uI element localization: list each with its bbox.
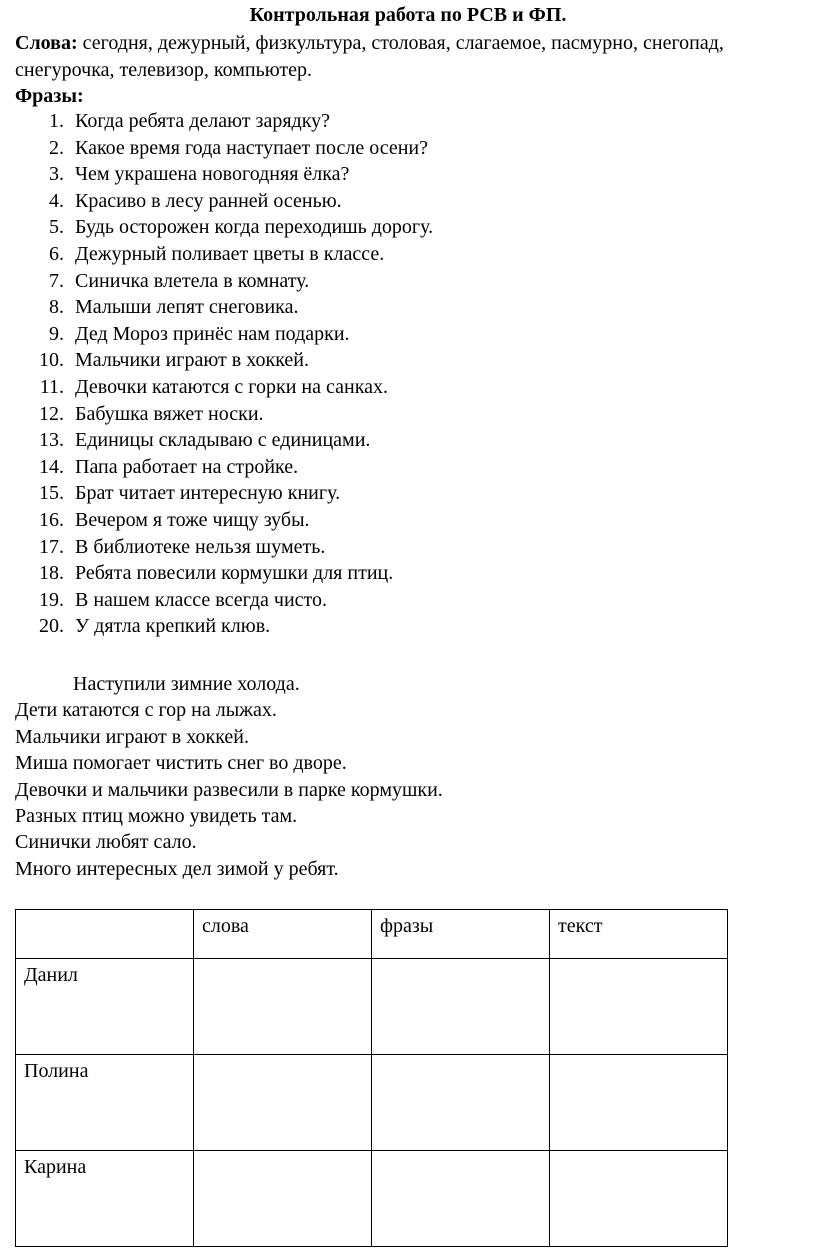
list-item-text: Будь осторожен когда переходишь дорогу.: [75, 216, 434, 239]
table-cell: [372, 1055, 550, 1151]
results-table: [15, 909, 728, 1247]
list-item-text: Красиво в лесу ранней осенью.: [75, 189, 342, 212]
list-item-text: Когда ребята делают зарядку?: [75, 110, 331, 132]
student-name-cell: Полина: [16, 1055, 194, 1151]
list-item-number: 5.: [49, 216, 64, 239]
list-item-text: Бабушка вяжет носки.: [75, 402, 264, 425]
page-title: Контрольная работа по РСВ и ФП.: [249, 4, 567, 26]
story-line: Мальчики играют в хоккей.: [15, 725, 249, 748]
list-item-text: Единицы складываю с единицами.: [75, 429, 371, 452]
list-item-number: 6.: [49, 242, 64, 265]
story-line: Миша помогает чистить снег во дворе.: [15, 752, 347, 775]
table-cell: [372, 1151, 550, 1247]
table-row: [16, 1055, 728, 1151]
story-line: Дети катаются с гор на лыжах.: [15, 699, 277, 722]
list-item-text: Девочки катаются с горки на санках.: [75, 375, 388, 398]
list-item-number: 1.: [49, 110, 64, 132]
list-item-text: Дед Мороз принёс нам подарки.: [75, 322, 350, 345]
list-item-number: 10.: [39, 349, 64, 372]
table-cell: [550, 1055, 728, 1151]
list-item-number: 7.: [49, 269, 64, 292]
list-item-text: В нашем классе всегда чисто.: [75, 588, 328, 611]
list-item-number: 13.: [39, 429, 64, 452]
list-item-text: Синичка влетела в комнату.: [75, 269, 310, 292]
list-item-text: Дежурный поливает цветы в классе.: [75, 242, 385, 265]
list-item-text: Чем украшена новогодняя ёлка?: [75, 163, 350, 186]
table-cell: [194, 959, 372, 1055]
list-item-number: 11.: [39, 375, 64, 398]
story-line: Наступили зимние холода.: [73, 673, 300, 695]
table-header-cell: слова: [194, 910, 372, 959]
table-row: [16, 1151, 728, 1247]
list-item-text: Малыши лепят снеговика.: [75, 296, 299, 319]
story-line: Синички любят сало.: [15, 831, 197, 854]
table-cell: [550, 1151, 728, 1247]
list-item-text: Какое время года наступает после осени?: [75, 136, 428, 159]
list-item-number: 20.: [39, 615, 64, 638]
list-item-text: Вечером я тоже чищу зубы.: [75, 508, 310, 531]
story-line: Много интересных дел зимой у ребят.: [15, 857, 339, 880]
table-cell: [550, 959, 728, 1055]
list-item-number: 4.: [49, 189, 64, 212]
list-item-number: 9.: [49, 322, 64, 345]
student-name-cell: Карина: [16, 1151, 194, 1247]
list-item-number: 17.: [39, 535, 64, 558]
words-text: сегодня, дежурный, физкультура, столовая, слагаемое, пасмурно, снегопад, снегурочка, телевизор, компьютер.: [15, 32, 724, 81]
words-paragraph: [15, 30, 805, 84]
list-item-number: 8.: [49, 296, 64, 319]
table-row: [16, 959, 728, 1055]
list-item-number: 16.: [39, 508, 64, 531]
story-line: Разных птиц можно увидеть там.: [15, 805, 298, 828]
table-header-cell: текст: [550, 910, 728, 959]
list-item-number: 18.: [39, 562, 64, 585]
table-header-cell: [16, 910, 194, 959]
list-item-number: 14.: [39, 455, 64, 478]
table-cell: [372, 959, 550, 1055]
story-line: Девочки и мальчики развесили в парке кормушки.: [15, 778, 443, 801]
words-label: Слова:: [15, 32, 78, 54]
table-header-row: [16, 910, 728, 959]
table-cell: [194, 1055, 372, 1151]
list-item-text: Брат читает интересную книгу.: [75, 482, 341, 505]
list-item-text: У дятла крепкий клюв.: [75, 615, 271, 638]
table-cell: [194, 1151, 372, 1247]
list-item-number: 12.: [39, 402, 64, 425]
table-header-cell: фразы: [372, 910, 550, 959]
list-item-text: Ребята повесили кормушки для птиц.: [75, 562, 394, 585]
list-item-number: 3.: [49, 163, 64, 186]
list-item-text: В библиотеке нельзя шуметь.: [75, 535, 326, 558]
phrases-label: Фразы:: [15, 85, 84, 107]
list-item-number: 2.: [49, 136, 64, 159]
story-text: [15, 671, 805, 882]
list-item-number: 15.: [39, 482, 64, 505]
list-item-text: Мальчики играют в хоккей.: [75, 349, 309, 372]
student-name-cell: Данил: [16, 959, 194, 1055]
list-item-number: 19.: [39, 588, 64, 611]
list-item-text: Папа работает на стройке.: [75, 455, 299, 478]
